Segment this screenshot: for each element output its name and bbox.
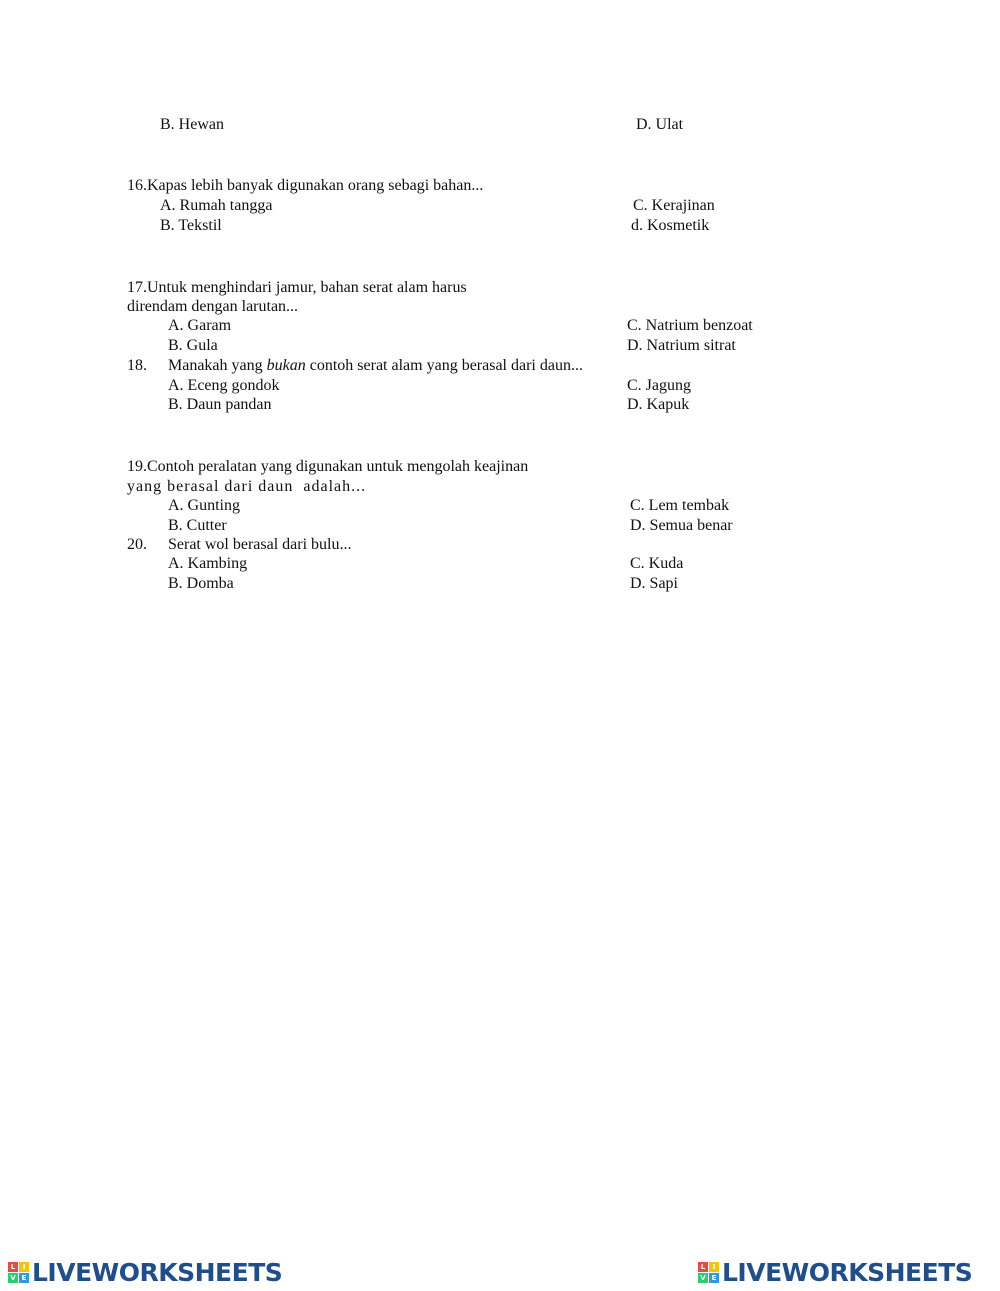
q19-option-b: B. Cutter [168, 517, 227, 534]
q16-option-a: A. Rumah tangga [160, 197, 273, 214]
q19-option-a: A. Gunting [168, 497, 240, 514]
liveworksheets-logo-right [698, 1258, 972, 1286]
q18-text-after: contoh serat alam yang berasal dari daun... [305, 357, 583, 374]
q17-option-d: D. Natrium sitrat [627, 337, 736, 354]
q18-option-b: B. Daun pandan [168, 396, 272, 413]
q17-question-line1: 17.Untuk menghindari jamur, bahan serat alam harus [127, 279, 467, 296]
q18-text-italic: bukan [266, 357, 306, 374]
liveworksheets-logo-text: LIVEWORKSHEETS [32, 1257, 283, 1287]
q18-question [168, 356, 583, 376]
liveworksheets-logo-left [8, 1258, 282, 1286]
q20-option-d: D. Sapi [630, 575, 678, 592]
q20-option-a: A. Kambing [168, 555, 248, 572]
q19-question-line2: yang berasal dari daun adalah... [127, 478, 367, 495]
q20-number: 20. [127, 536, 147, 553]
q17-option-c: C. Natrium benzoat [627, 317, 753, 334]
mark-tile-l: L [698, 1262, 708, 1272]
q18-option-a: A. Eceng gondok [168, 377, 280, 394]
liveworksheets-mark-icon [698, 1262, 719, 1283]
q17-option-a: A. Garam [168, 317, 232, 334]
q18-number: 18. [127, 357, 147, 374]
q20-option-b: B. Domba [168, 575, 234, 592]
liveworksheets-logo-text: LIVEWORKSHEETS [722, 1257, 973, 1287]
q18-text-before: Manakah yang [168, 357, 267, 374]
mark-tile-v: V [8, 1273, 18, 1283]
mark-tile-e: E [19, 1273, 29, 1283]
q19-option-c: C. Lem tembak [630, 497, 730, 514]
q16-option-d: d. Kosmetik [631, 217, 710, 234]
q17-question-line2: direndam dengan larutan... [127, 298, 299, 315]
liveworksheets-mark-icon [8, 1262, 29, 1283]
mark-tile-e: E [709, 1273, 719, 1283]
q19-question-line1: 19.Contoh peralatan yang digunakan untuk mengolah keajinan [127, 458, 529, 475]
q17-option-b: B. Gula [168, 337, 218, 354]
q15-option-b: B. Hewan [160, 116, 224, 133]
q15-option-d: D. Ulat [636, 116, 684, 133]
mark-tile-i: I [19, 1262, 29, 1272]
mark-tile-i: I [709, 1262, 719, 1272]
mark-tile-v: V [698, 1273, 708, 1283]
q20-option-c: C. Kuda [630, 555, 684, 572]
q19-option-d: D. Semua benar [630, 517, 733, 534]
q16-option-c: C. Kerajinan [633, 197, 715, 214]
q16-question: 16.Kapas lebih banyak digunakan orang sebagi bahan... [127, 177, 484, 194]
q16-option-b: B. Tekstil [160, 217, 222, 234]
q18-option-c: C. Jagung [627, 377, 691, 394]
q18-option-d: D. Kapuk [627, 396, 690, 413]
q20-question: Serat wol berasal dari bulu... [168, 536, 352, 553]
mark-tile-l: L [8, 1262, 18, 1272]
